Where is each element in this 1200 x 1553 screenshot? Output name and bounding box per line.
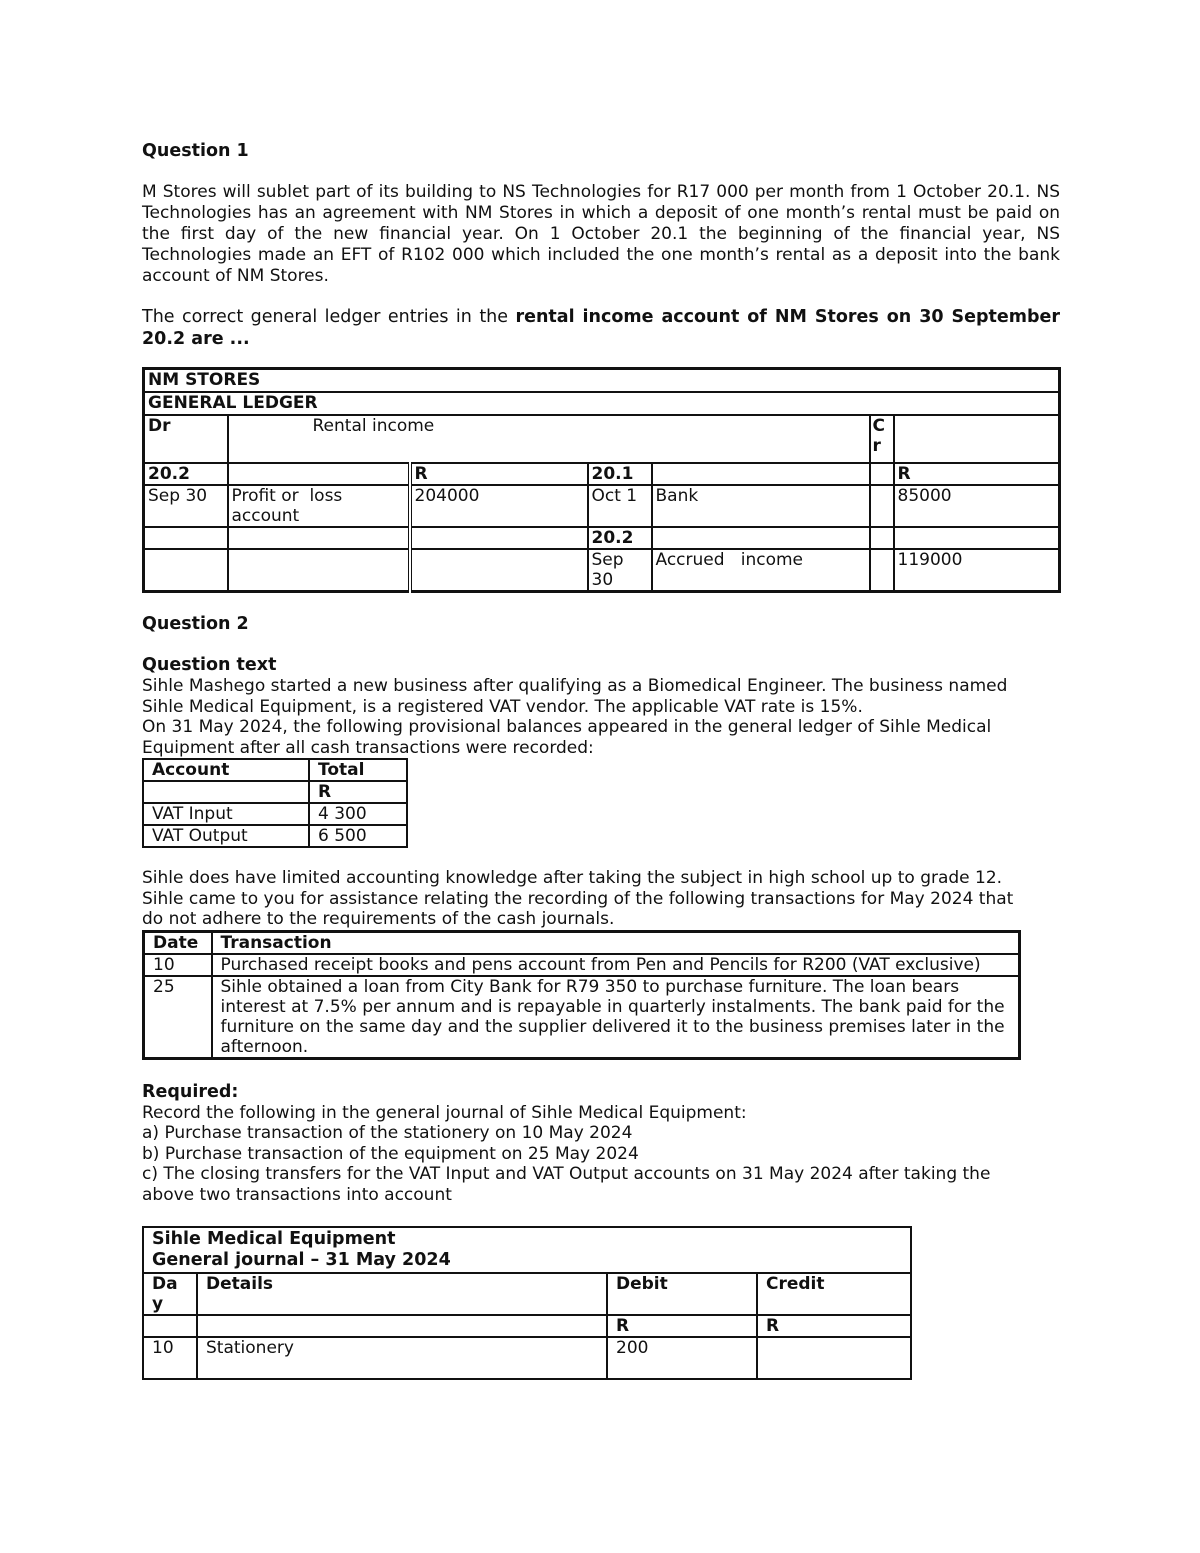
journal-debit-header: Debit <box>607 1273 757 1315</box>
journal-debit-unit: R <box>607 1315 757 1337</box>
transactions-table <box>142 930 1021 1060</box>
required-line: Record the following in the general journal of Sihle Medical Equipment: <box>142 1102 747 1123</box>
transaction-text: Purchased receipt books and pens account from Pen and Pencils for R200 (VAT exclusive) <box>212 954 1020 976</box>
ledger-row2-detail-right: Accrued income <box>652 549 870 592</box>
transaction-date: 10 <box>144 954 212 976</box>
balances-total-header: Total <box>309 759 407 781</box>
ledger-row-date-right: Oct 1 <box>588 485 652 527</box>
intro-line: On 31 May 2024, the following provisional balances appeared in the general ledger of Sihle Medical <box>142 717 992 737</box>
question-2-heading: Question 2 <box>142 614 249 634</box>
question-2-intro <box>142 676 1060 758</box>
intro-line: Sihle Medical Equipment, is a registered VAT vendor. The applicable VAT rate is 15%. <box>142 696 863 717</box>
instruction-bold-text: rental income account of NM Stores on 30 September 20.2 are ... <box>142 307 1060 349</box>
ledger-empty-cell <box>228 463 410 485</box>
ledger-row2-amount-right: 119000 <box>894 549 1060 592</box>
journal-credit-unit: R <box>757 1315 911 1337</box>
ledger-empty-cell <box>652 527 870 549</box>
ledger-year-right: 20.1 <box>588 463 652 485</box>
ledger-empty-cell <box>652 463 870 485</box>
ledger-row-date-left: Sep 30 <box>144 485 228 527</box>
instruction-text: The correct general ledger entries in the <box>142 307 516 327</box>
required-line: above two transactions into account <box>142 1184 452 1205</box>
ledger-row-amount-left: 204000 <box>410 485 588 527</box>
journal-details: Stationery <box>197 1337 607 1379</box>
journal-title-line: General journal – 31 May 2024 <box>152 1250 451 1270</box>
transaction-date: 25 <box>144 976 212 1059</box>
journal-details-header: Details <box>197 1273 607 1315</box>
ledger-empty-cell <box>144 549 228 592</box>
ledger-year-left: 20.2 <box>144 463 228 485</box>
balances-account-header: Account <box>143 759 309 781</box>
required-line: b) Purchase transaction of the equipment on 25 May 2024 <box>142 1143 639 1164</box>
journal-credit-header: Credit <box>757 1273 911 1315</box>
balances-account: VAT Input <box>143 803 309 825</box>
balances-total: 4 300 <box>309 803 407 825</box>
required-line: c) The closing transfers for the VAT Input and VAT Output accounts on 31 May 2024 after taking the <box>142 1164 991 1184</box>
ledger-row2-date-right: Sep 30 <box>588 549 652 592</box>
ledger-empty-cell <box>410 527 588 549</box>
required-line: a) Purchase transaction of the stationery on 10 May 2024 <box>142 1123 633 1143</box>
ledger-title: GENERAL LEDGER <box>144 392 1060 415</box>
journal-debit: 200 <box>607 1337 757 1379</box>
ledger-empty-cell <box>410 549 588 592</box>
intro-line: Equipment after all cash transactions were recorded: <box>142 737 594 758</box>
ledger-r-right: R <box>894 463 1060 485</box>
question-text-heading: Question text <box>142 655 277 675</box>
question-1-paragraph: M Stores will sublet part of its building to NS Technologies for R17 000 per month from 1 October 20.1. NS Technologies has an agreement with NM Stores in which a deposit of one month’s rental must be paid on the first day of the new financial year. On 1 October 20.1 the beginning of the financial year, NS Technologies made an EFT of R102 000 which included the one month’s rental as a deposit into the bank account of NM Stores. <box>142 182 1060 286</box>
document-page <box>142 140 1060 1380</box>
balances-account: VAT Output <box>143 825 309 847</box>
ledger-empty-cell <box>894 527 1060 549</box>
required-heading: Required: <box>142 1081 239 1102</box>
question-1-instruction <box>142 306 1060 350</box>
balances-total: 6 500 <box>309 825 407 847</box>
ledger-row-detail-left: Profit or loss account <box>228 485 410 527</box>
transaction-text: Sihle obtained a loan from City Bank for R79 350 to purchase furniture. The loan bears interest at 7.5% per annum and is repayable in quarterly instalments. The bank paid for the furniture on the same day and the supplier delivered it to the business premises later in the afternoon. <box>212 976 1020 1059</box>
journal-day-header: Day <box>143 1273 197 1315</box>
ledger-r-left: R <box>410 463 588 485</box>
required-list <box>142 1103 1060 1206</box>
balances-empty-cell <box>143 781 309 803</box>
ledger-row-detail-right: Bank <box>652 485 870 527</box>
ledger-empty-cell <box>870 463 894 485</box>
journal-empty-cell <box>143 1315 197 1337</box>
assist-line: Sihle came to you for assistance relating the recording of the following transactions for May 2024 that <box>142 888 1014 909</box>
ledger-account-name: Rental income <box>228 415 870 463</box>
intro-line: Sihle Mashego started a new business after qualifying as a Biomedical Engineer. The business named <box>142 676 1008 696</box>
ledger-dr-label: Dr <box>144 415 228 463</box>
journal-empty-cell <box>197 1315 607 1337</box>
ledger-row-amount-right: 85000 <box>894 485 1060 527</box>
ledger-empty-cell <box>228 549 410 592</box>
ledger-empty-cell <box>870 485 894 527</box>
ledger-empty-cell <box>228 527 410 549</box>
ledger-company: NM STORES <box>144 369 1060 393</box>
ledger-empty-cell <box>870 549 894 592</box>
ledger-year-right-2: 20.2 <box>588 527 652 549</box>
question-2-assist <box>142 868 1060 930</box>
ledger-empty-cell <box>144 527 228 549</box>
assist-line: Sihle does have limited accounting knowledge after taking the subject in high school up to grade 12. <box>142 868 1003 888</box>
assist-line: do not adhere to the requirements of the cash journals. <box>142 909 615 929</box>
ledger-empty-cell <box>894 415 1060 463</box>
transactions-transaction-header: Transaction <box>212 931 1020 954</box>
journal-title <box>143 1227 911 1273</box>
journal-day: 10 <box>143 1337 197 1379</box>
transactions-date-header: Date <box>144 931 212 954</box>
provisional-balances-table <box>142 758 408 848</box>
question-1-heading: Question 1 <box>142 141 249 161</box>
journal-title-line: Sihle Medical Equipment <box>152 1229 396 1249</box>
balances-unit: R <box>309 781 407 803</box>
journal-credit <box>757 1337 911 1379</box>
general-journal-table <box>142 1226 912 1380</box>
ledger-cr-label: Cr <box>870 415 894 463</box>
rental-income-ledger <box>142 367 1061 593</box>
ledger-empty-cell <box>870 527 894 549</box>
